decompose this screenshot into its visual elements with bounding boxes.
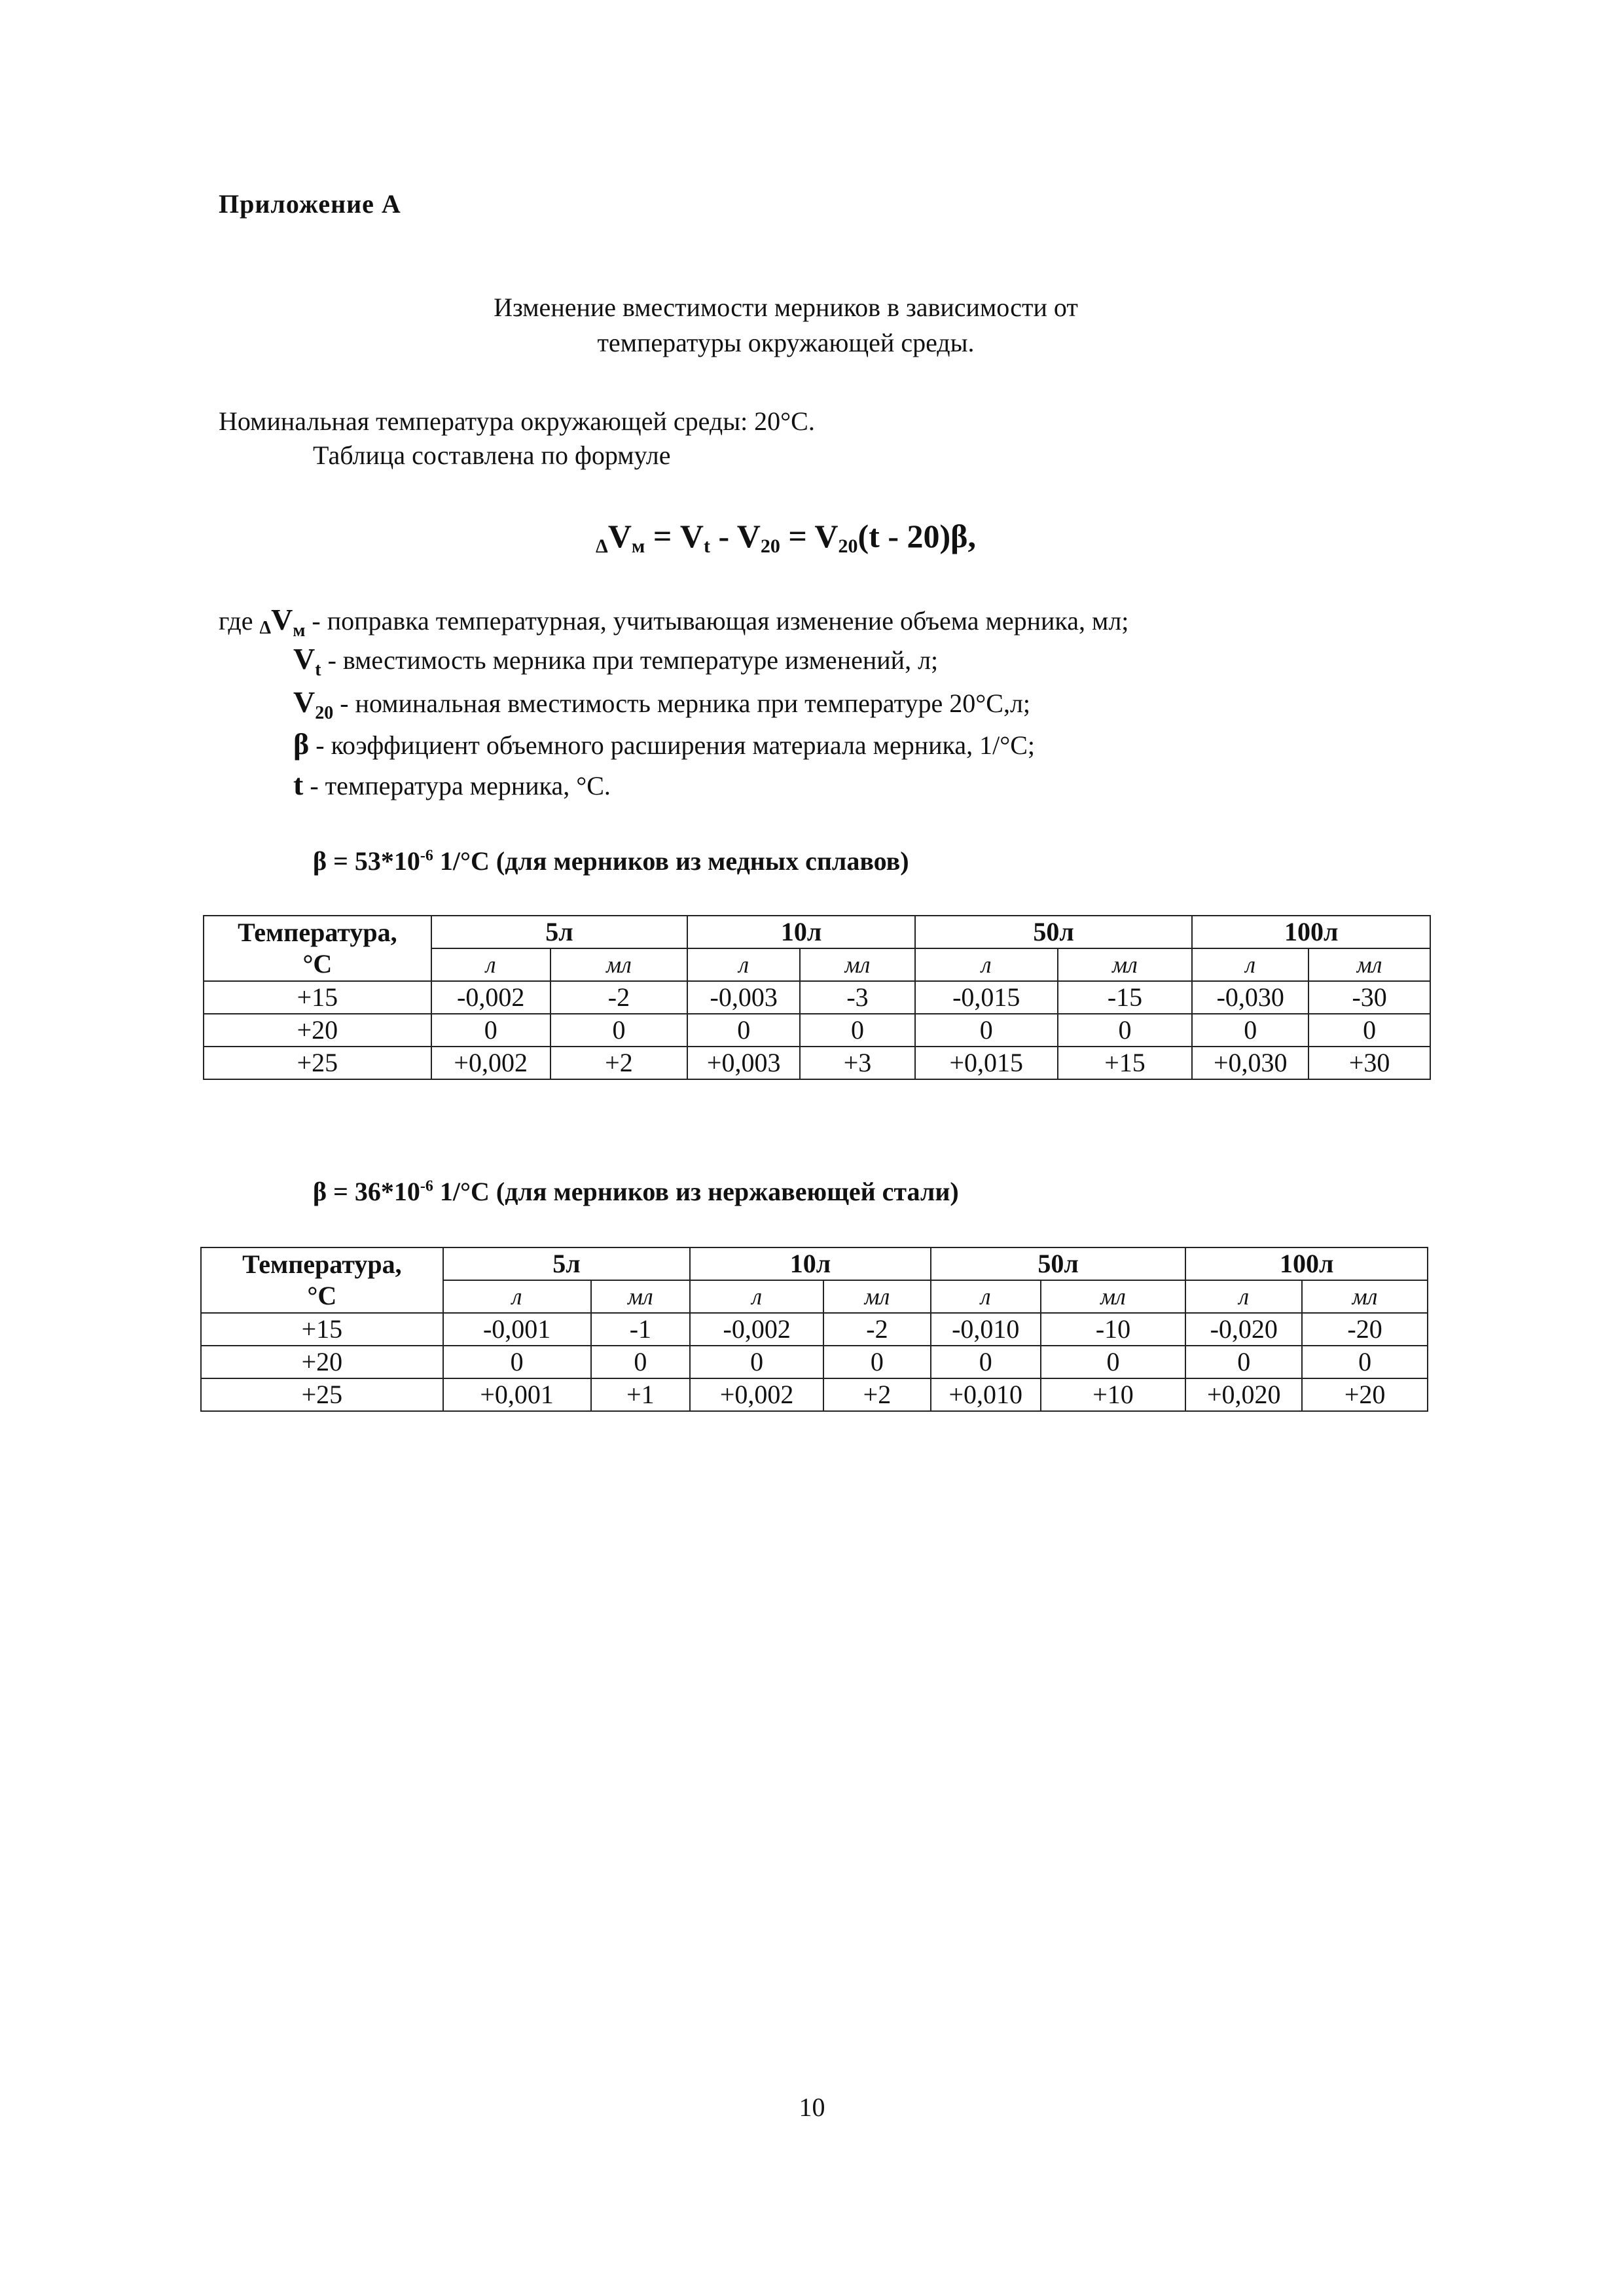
formula-part1: = V [645, 518, 704, 554]
where-delta: Δ [259, 618, 272, 638]
unit-header: мл [1058, 948, 1193, 981]
var-description: - вместимость мерника при температуре изменений, л; [321, 645, 939, 675]
where-word: где [219, 606, 260, 636]
table-row: +20 0 0 0 0 0 0 0 0 [201, 1346, 1428, 1378]
var-beta [293, 726, 1035, 761]
group-header: 5л [443, 1247, 691, 1280]
group-header: 10л [690, 1247, 931, 1280]
group-header: 50л [931, 1247, 1186, 1280]
formula [0, 517, 1598, 558]
unit-header: мл [1302, 1280, 1428, 1313]
unit-header: мл [591, 1280, 691, 1313]
table-steel [200, 1247, 1428, 1412]
formula-part2: - V [710, 518, 761, 554]
where-line [219, 602, 1128, 641]
formula-sub-20: 20 [760, 535, 780, 557]
unit-header: л [931, 1280, 1041, 1313]
where-sub-m: м [293, 620, 306, 641]
var-t [293, 767, 611, 802]
group-header: 50л [915, 916, 1192, 948]
nominal-temperature: Номинальная температура окружающей среды: 20°С. [219, 406, 815, 436]
where-v: V [271, 603, 293, 636]
unit-header: мл [550, 948, 688, 981]
where-text: - поправка температурная, учитывающая изменение объема мерника, мл; [305, 606, 1129, 636]
table-copper [203, 915, 1431, 1080]
var-v20 [293, 685, 1030, 724]
appendix-label: Приложение А [219, 189, 401, 219]
unit-header: л [443, 1280, 591, 1313]
var-symbol: $V_{20}$ [293, 685, 334, 724]
formula-delta: Δ [596, 535, 608, 557]
group-header: 10л [687, 916, 915, 948]
var-description: - коэффициент объемного расширения материала мерника, 1/°С; [309, 730, 1036, 760]
table-row: +15 -0,002 -2 -0,003 -3 -0,015 -15 -0,030 -30 [204, 981, 1430, 1014]
unit-header: мл [1308, 948, 1430, 981]
var-description: - температура мерника, °С. [303, 771, 611, 800]
unit-header: л [687, 948, 800, 981]
var-symbol: $V_t$ [293, 642, 321, 681]
group-header: 100л [1185, 1247, 1428, 1280]
table-row: +15 -0,001 -1 -0,002 -2 -0,010 -10 -0,020 -20 [201, 1313, 1428, 1346]
page-number: 10 [799, 2092, 825, 2122]
unit-header: мл [800, 948, 915, 981]
unit-header: л [1192, 948, 1308, 981]
var-description: - номинальная вместимость мерника при температуре 20°С,л; [333, 689, 1031, 718]
var-vt [293, 641, 938, 681]
var-symbol: β [293, 727, 310, 761]
table-row: +20 0 0 0 0 0 0 0 0 [204, 1014, 1430, 1047]
temp-header: Температура, °С [201, 1247, 443, 1313]
beta-heading-copper: $\beta = 53*10^{-6}$ 1/°С (для мерников из медных сплавов) [313, 846, 909, 876]
table-row: +25 +0,001 +1 +0,002 +2 +0,010 +10 +0,020 +20 [201, 1378, 1428, 1411]
unit-header: л [915, 948, 1058, 981]
group-header: 100л [1192, 916, 1430, 948]
table-row: +25 +0,002 +2 +0,003 +3 +0,015 +15 +0,030 +30 [204, 1047, 1430, 1079]
formula-sub-20b: 20 [838, 535, 858, 557]
group-header: 5л [431, 916, 687, 948]
var-symbol: t [293, 768, 304, 801]
temp-header: Температура, °С [204, 916, 431, 981]
unit-header: л [431, 948, 550, 981]
title-line-2: температуры окружающей среды. [597, 328, 975, 357]
table-composed-text: Таблица составлена по формуле [313, 440, 671, 470]
formula-part3: = V [780, 518, 839, 554]
formula-part4: (t - 20)β, [857, 518, 976, 554]
unit-header: л [690, 1280, 823, 1313]
title-line-1: Изменение вместимости мерников в зависимости от [494, 293, 1078, 322]
formula-sub-t: t [703, 535, 710, 557]
unit-header: л [1185, 1280, 1302, 1313]
unit-header: мл [1041, 1280, 1186, 1313]
formula-sub-m: м [631, 535, 645, 557]
beta-heading-steel: $\beta = 36*10^{-6}$ 1/°С (для мерников из нержавеющей стали) [313, 1177, 959, 1206]
formula-v: V [607, 518, 632, 554]
unit-header: мл [823, 1280, 931, 1313]
